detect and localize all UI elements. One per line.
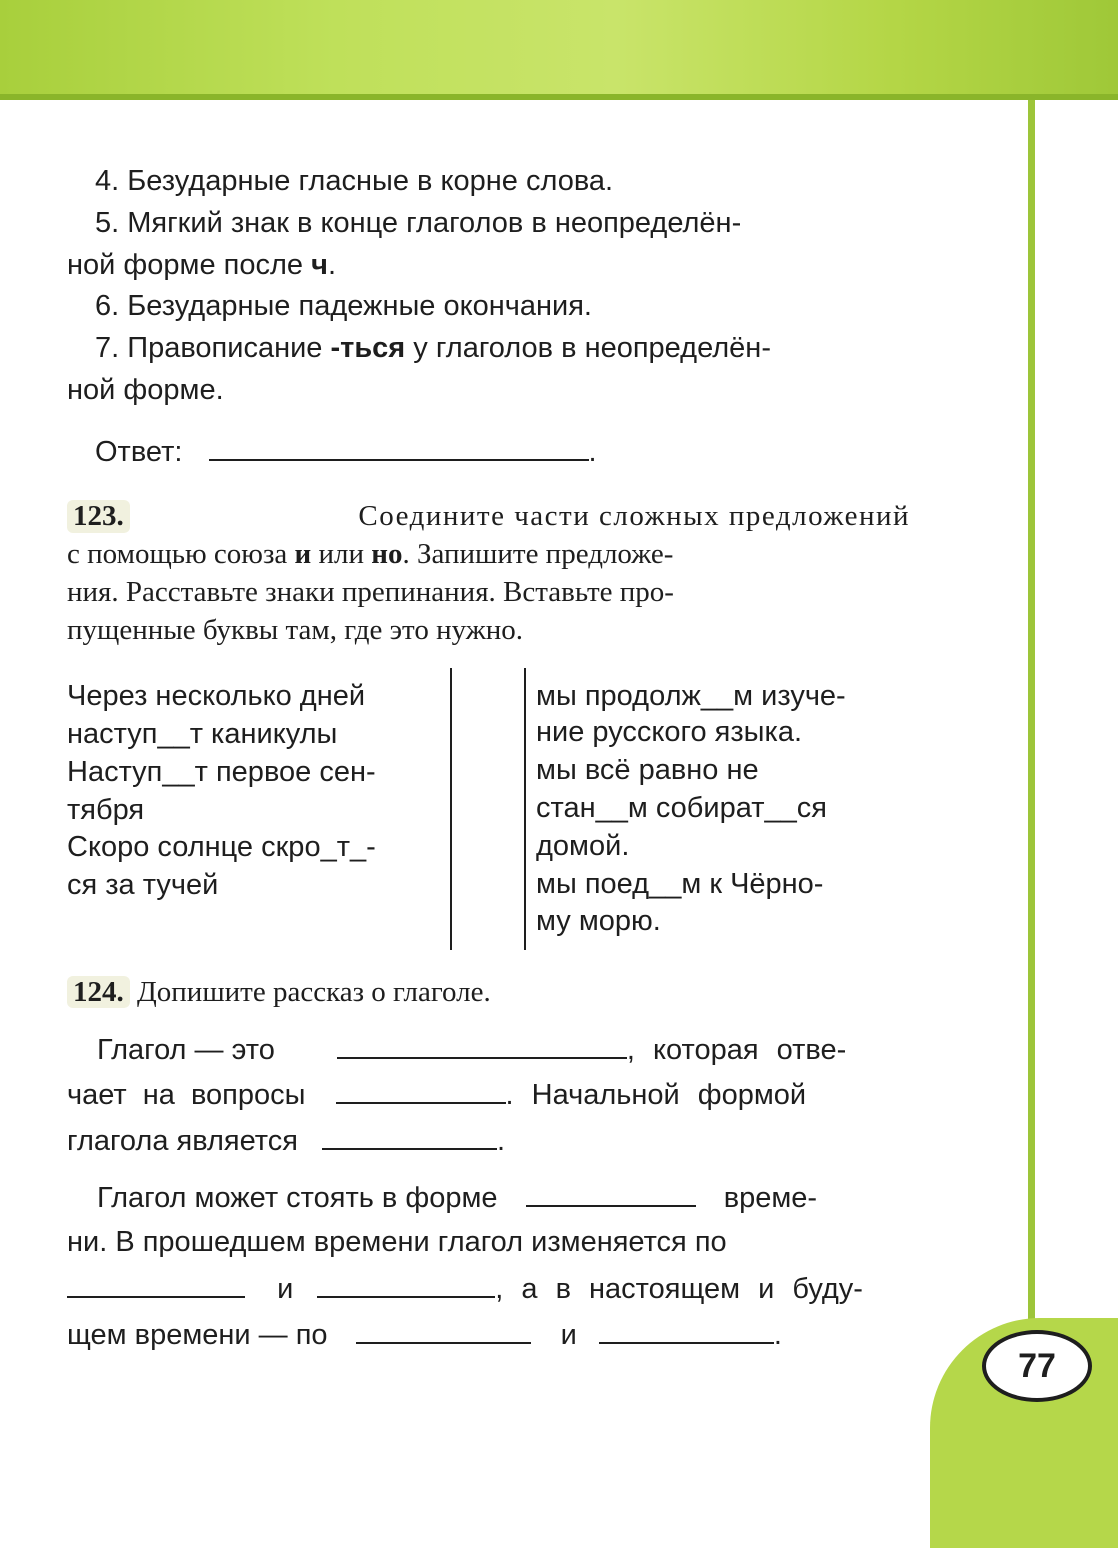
list-item-5-line2: ной форме после ч. [67,249,336,281]
right-part-line: мы всё равно не [536,754,759,786]
blank-definition[interactable] [337,1033,627,1059]
right-part-line: мы продолж__м изуче- [536,680,846,712]
ex124-text: . Начальной формой [505,1079,807,1111]
blank-present-2[interactable] [599,1318,774,1344]
blank-questions[interactable] [336,1078,506,1104]
ex124-number: 124. [67,976,130,1008]
header-decor-band [0,0,1118,100]
right-part-line: мы поед__м к Чёрно- [536,868,824,900]
left-part-line: Скоро солнце скро_т_- [67,831,376,863]
ex124-p2-l2: ни. В прошедшем времени глагол изменяется по [67,1226,727,1258]
ex123-line2 [67,538,673,571]
right-part-line: му морю. [536,905,661,937]
ex123-line4: пущенные буквы там, где это нужно. [67,614,524,646]
list-item-7-pre: 7. Правописание [95,332,331,364]
ex123-number: 123. [67,500,130,533]
blank-tense[interactable] [526,1181,696,1207]
conj-no: но [371,538,403,570]
answer-blank[interactable] [209,435,589,461]
ex123-line1 [67,500,910,533]
ex124-text: глагола является [67,1125,298,1157]
list-item-5-line1 [95,207,910,240]
answer-label: Ответ: [95,436,183,468]
answer-row: Ответ: . [95,436,597,468]
margin-line [1028,100,1035,1330]
left-part-line: тября [67,794,145,826]
ex124-text: време- [723,1182,818,1214]
ex123-text-l2e: . Запишите предложе- [402,538,674,570]
list-item-6: 6. Безударные падежные окончания. [95,290,592,322]
page-number: 77 [982,1330,1092,1402]
ex124-text: чает на вопросы [67,1079,306,1111]
ex124-text: и [277,1273,294,1305]
ex123-text-l2a: с помощью союза [67,538,295,570]
list-item-4: 4. Безударные гласные в корне слова. [95,165,614,197]
list-item-7-line2: ной форме. [67,374,224,406]
blank-initial-form[interactable] [322,1124,497,1150]
ex124-p1-l3 [67,1124,505,1158]
ex124-text: . [773,1319,782,1351]
left-part-line: Наступ__т первое сен- [67,756,376,788]
right-part-line: ние русского языка. [536,716,802,748]
ex124-text: . [497,1125,506,1157]
column-divider-right [524,668,526,950]
right-part-line: стан__м собират__ся [536,792,827,824]
list-item-5-text: 5. Мягкий знак в конце глаголов в неопределён- [95,207,742,239]
list-item-5-cont: ной форме после [67,249,312,281]
blank-past-2[interactable] [317,1272,495,1298]
blank-present-1[interactable] [356,1318,531,1344]
ex124-text: Глагол — это [97,1034,275,1066]
ex124-p1-l1 [97,1033,912,1067]
column-divider-left [450,668,452,950]
ex124-text: Глагол может стоять в форме [97,1182,498,1214]
suffix-tsya: -ться [330,332,406,364]
left-part-line: Через несколько дней [67,680,366,712]
ex123-line3: ния. Расставьте знаки препинания. Вставьте про- [67,576,674,608]
ex124-header [67,976,491,1009]
ex124-p2-l4 [67,1318,782,1352]
ex124-p2-l1 [97,1181,912,1215]
left-part-line: ся за тучей [67,869,219,901]
left-part-line: наступ__т каникулы [67,718,338,750]
ex123-text-l1: Соедините части сложных предложений [358,500,910,532]
ex124-p1-l2 [67,1078,912,1112]
letter-ch: ч [311,249,328,281]
ex123-text-l2c: или [311,538,372,570]
ex124-p2-l3 [67,1272,863,1306]
ex124-text: , а в настоящем и буду- [495,1273,863,1305]
ex124-title: Допишите рассказ о глаголе. [137,976,491,1008]
right-part-line: домой. [536,830,630,862]
ex124-text: щем времени — по [67,1319,328,1351]
list-item-7-line1 [95,332,910,365]
ex124-text: , которая отве- [626,1034,847,1066]
list-item-7-post: у глаголов в неопределён- [405,332,771,364]
blank-past-1[interactable] [67,1272,245,1298]
ex124-text: и [560,1319,577,1351]
conj-i: и [294,538,312,570]
